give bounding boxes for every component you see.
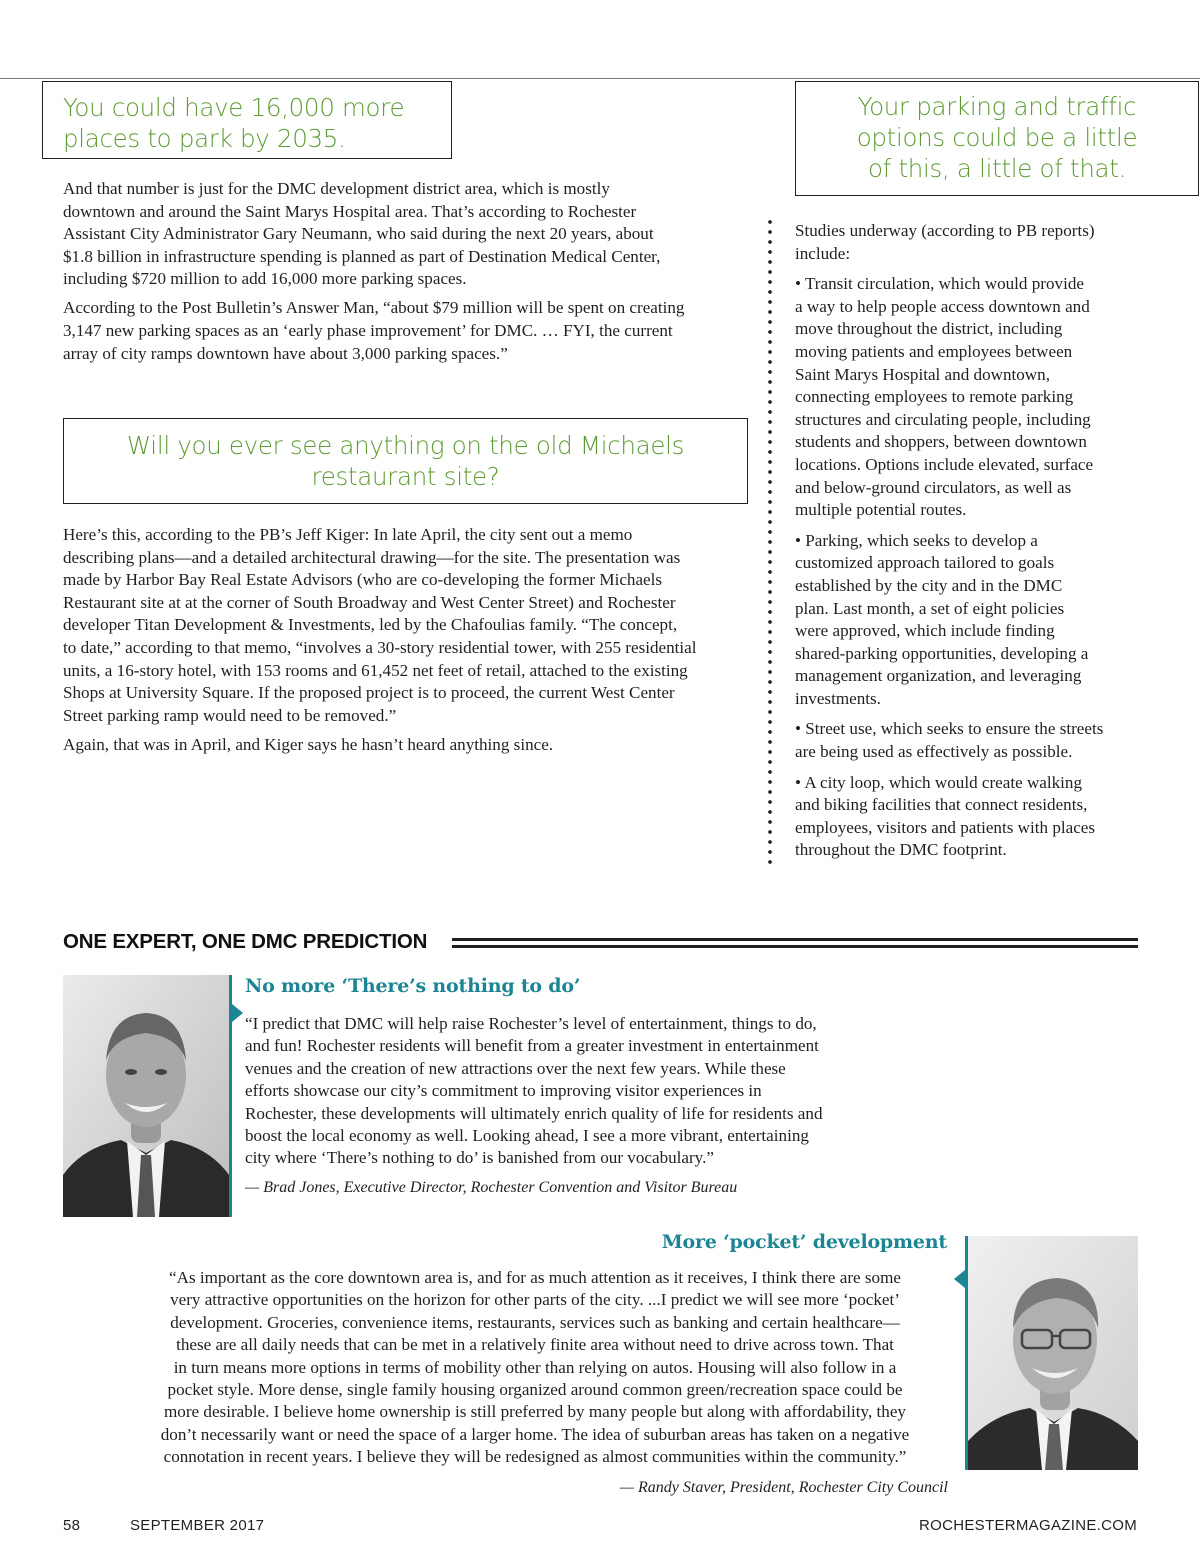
paragraph: Here’s this, according to the PB’s Jeff Kiger: In late April, the city sent out a memo describing plans—and a detailed architectural drawing—for the site. The presentation was made by Harbor Bay Real Estate Advisors (who are co-developing the former Michaels Restaurant site at at the corner of South Broadway and West Center Street) and Rochester developer Titan Development & Investments, led by the Chafoulias family. “The concept, to date,” according to that memo, “involves a 30-story residential tower, with 255 residential units, a 16-story hotel, with 153 rooms and 61,452 net feet of retail, attached to the existing Shops at University Square. If the proposed project is to proceed, the current West Center Street parking ramp would need to be removed.” bbox=[63, 525, 697, 725]
randy-staver-photo bbox=[968, 1236, 1138, 1470]
paragraph: And that number is just for the DMC development district area, which is mostly downtown and around the Saint Marys Hospital area. That’s according to Rochester Assistant City Administrator Gary Neumann, who said during the next 20 years, about $1.8 billion in infrastructure spending is planned as part of Destination Medical Center, including $720 million to add 16,000 more parking spaces. bbox=[63, 179, 661, 289]
portrait-illustration bbox=[63, 975, 229, 1217]
issue-date: SEPTEMBER 2017 bbox=[130, 1517, 265, 1534]
parking-heading-box bbox=[42, 81, 452, 159]
portrait-illustration bbox=[968, 1236, 1138, 1470]
michaels-heading: Will you ever see anything on the old Michaels restaurant site? bbox=[126, 431, 685, 491]
brad-jones-photo bbox=[63, 975, 229, 1217]
paragraph: According to the Post Bulletin’s Answer Man, “about $79 million will be spent on creating 3,147 new parking spaces as an ‘early phase improvement’ for DMC. … FYI, the current array of city ramps downtown have about 3,000 parking spaces.” bbox=[63, 298, 685, 363]
pointer-arrow-icon bbox=[954, 1270, 965, 1288]
traffic-heading: Your parking and traffic options could be a little of this, a little of that. bbox=[856, 92, 1138, 183]
paragraph: • Parking, which seeks to develop a customized approach tailored to goals established by the city and in the DMC plan. Last month, a set of eight policies were approved, which include finding shared-parking opportunities, developing a management organization, and leveraging investments. bbox=[795, 530, 1089, 708]
expert2-quote: “As important as the core downtown area is, and for as much attention as it receives, I think there are some very attractive opportunities on the horizon for other parts of the city. ...I predict we will see more ‘pocket’ development. Groceries, convenience items, restaurants, services such as banking and certain healthcare— these are all daily needs that can be met in a relatively finite area without need to drive across town. That in turn means more options in terms of mobility other than relying on autos. Housing will also follow in a pocket style. More dense, single family housing organized around common green/recreation space could be more desirable. I believe home ownership is still preferred by many people but along with affordability, they don’t necessarily want or need the space of a larger home. The idea of suburban areas has taken on a negative connotation in recent years. I believe they will be redesigned as almost communities within the community.” bbox=[160, 1268, 910, 1467]
traffic-article bbox=[795, 220, 1155, 870]
pointer-arrow-icon bbox=[232, 1004, 243, 1022]
paragraph: Again, that was in April, and Kiger says he hasn’t heard anything since. bbox=[63, 734, 554, 754]
expert2-attribution: — Randy Staver, President, Rochester City Council bbox=[619, 1479, 948, 1496]
parking-heading: You could have 16,000 more places to park by 2035. bbox=[63, 93, 405, 153]
traffic-heading-box bbox=[795, 81, 1199, 196]
paragraph: • A city loop, which would create walking and biking facilities that connect residents, employees, visitors and patients with places throughout the DMC footprint. bbox=[795, 772, 1096, 860]
michaels-heading-box bbox=[63, 418, 748, 504]
expert1-quote: “I predict that DMC will help raise Rochester’s level of entertainment, things to do, and fun! Rochester residents will benefit from a greater investment in entertainment venues and the creation of new attractions over the next few years. While these efforts showcase our city’s commitment to improving visitor experiences in Rochester, these developments will ultimately enrich quality of life for residents and boost the local economy as well. Looking ahead, I see a more vibrant, entertaining city where ‘There’s nothing to do’ is banished from our vocabulary.” bbox=[245, 1014, 823, 1168]
dotted-divider bbox=[767, 217, 773, 867]
expert1-heading: No more ‘There’s nothing to do’ bbox=[245, 975, 581, 997]
section-title: ONE EXPERT, ONE DMC PREDICTION bbox=[63, 930, 428, 953]
paragraph: • Street use, which seeks to ensure the streets are being used as effectively as possible. bbox=[795, 719, 1104, 762]
page-number: 58 bbox=[63, 1517, 81, 1534]
expert2-heading: More ‘pocket’ development bbox=[661, 1231, 947, 1253]
parking-article bbox=[63, 178, 763, 372]
expert1-attribution: — Brad Jones, Executive Director, Rochester Convention and Visitor Bureau bbox=[245, 1179, 738, 1196]
paragraph: Studies underway (according to PB reports) include: bbox=[795, 221, 1095, 263]
top-rule bbox=[0, 78, 1200, 79]
website-link[interactable]: ROCHESTERMAGAZINE.COM bbox=[919, 1517, 1137, 1534]
paragraph: • Transit circulation, which would provide a way to help people access downtown and move throughout the district, including moving patients and employees between Saint Marys Hospital and downtown, connecting employees to remote parking structures and circulating people, including students and shoppers, between downtown locations. Options include elevated, surface and below-ground circulators, as well as multiple potential routes. bbox=[795, 274, 1094, 520]
section-title-rules bbox=[452, 938, 1138, 948]
michaels-article bbox=[63, 524, 763, 763]
